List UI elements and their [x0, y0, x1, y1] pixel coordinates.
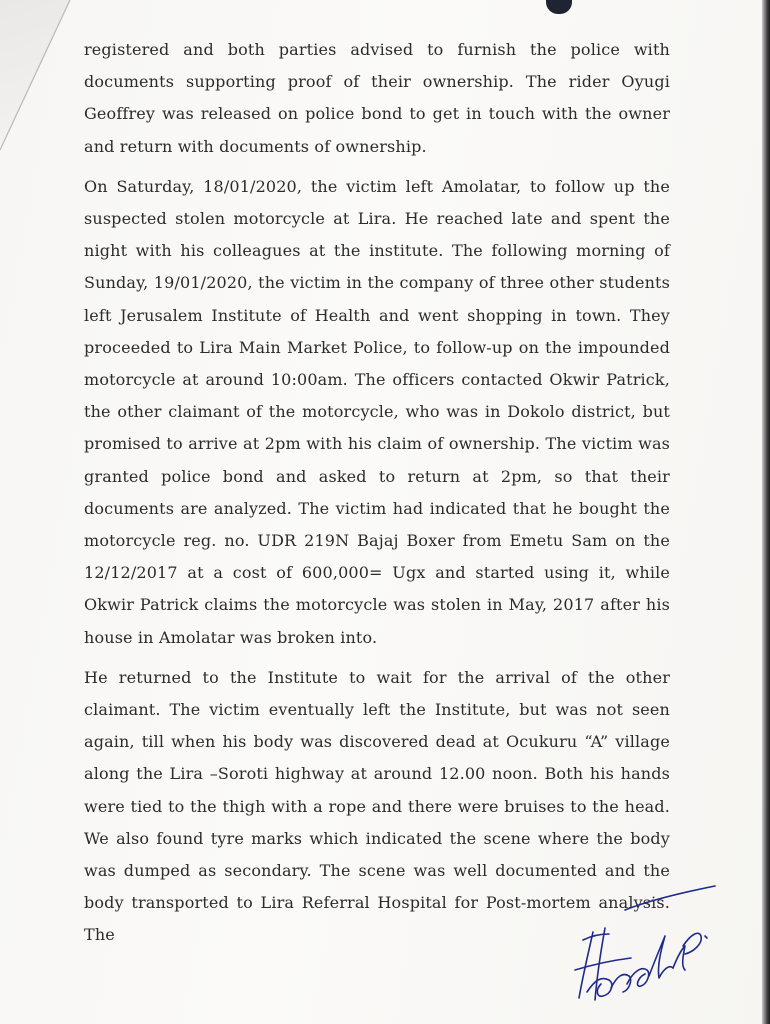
document-body: [84, 34, 670, 960]
pen-tip-shadow: [546, 0, 572, 14]
paragraph-2: On Saturday, 18/01/2020, the victim left Amolatar, to follow up the suspected stolen motorcycle at Lira. He reached late and spent the night with his colleagues at the institute. The following morning of Sunday, 19/01/2020, the victim in the company of three other students left Jerusalem Institute of Health and went shopping in town. They proceeded to Lira Main Market Police, to follow-up on the impounded motorcycle at around 10:00am. The officers contacted Okwir Patrick, the other claimant of the motorcycle, who was in Dokolo district, but promised to arrive at 2pm with his claim of ownership. The victim was granted police bond and asked to return at 2pm, so that their documents are analyzed. The victim had indicated that he bought the motorcycle reg. no. UDR 219N Bajaj Boxer from Emetu Sam on the 12/12/2017 at a cost of 600,000= Ugx and started using it, while Okwir Patrick claims the motorcycle was stolen in May, 2017 after his house in Amolatar was broken into.: [84, 176, 670, 647]
paragraph-3: He returned to the Institute to wait for the arrival of the other claimant. The victim eventually left the Institute, but was not seen again, till when his body was discovered dead at Ocukuru “A” village along the Lira –Soroti highway at around 12.00 noon. Both his hands were tied to the thigh with a rope and there were bruises to the head. We also found tyre marks which indicated the scene where the body was dumped as secondary. The scene was well documented and the body transported to Lira Referral Hospital for Post-mortem analysis. The: [84, 667, 670, 945]
page-right-edge: [762, 0, 770, 1024]
page-fold-edge: [0, 0, 80, 160]
paragraph-1: registered and both parties advised to furnish the police with documents supporting proof of their ownership. The rider Oyugi Geoffrey was released on police bond to get in touch with the owner and return with documents of ownership.: [84, 40, 670, 156]
handwritten-signature: [565, 880, 725, 1010]
